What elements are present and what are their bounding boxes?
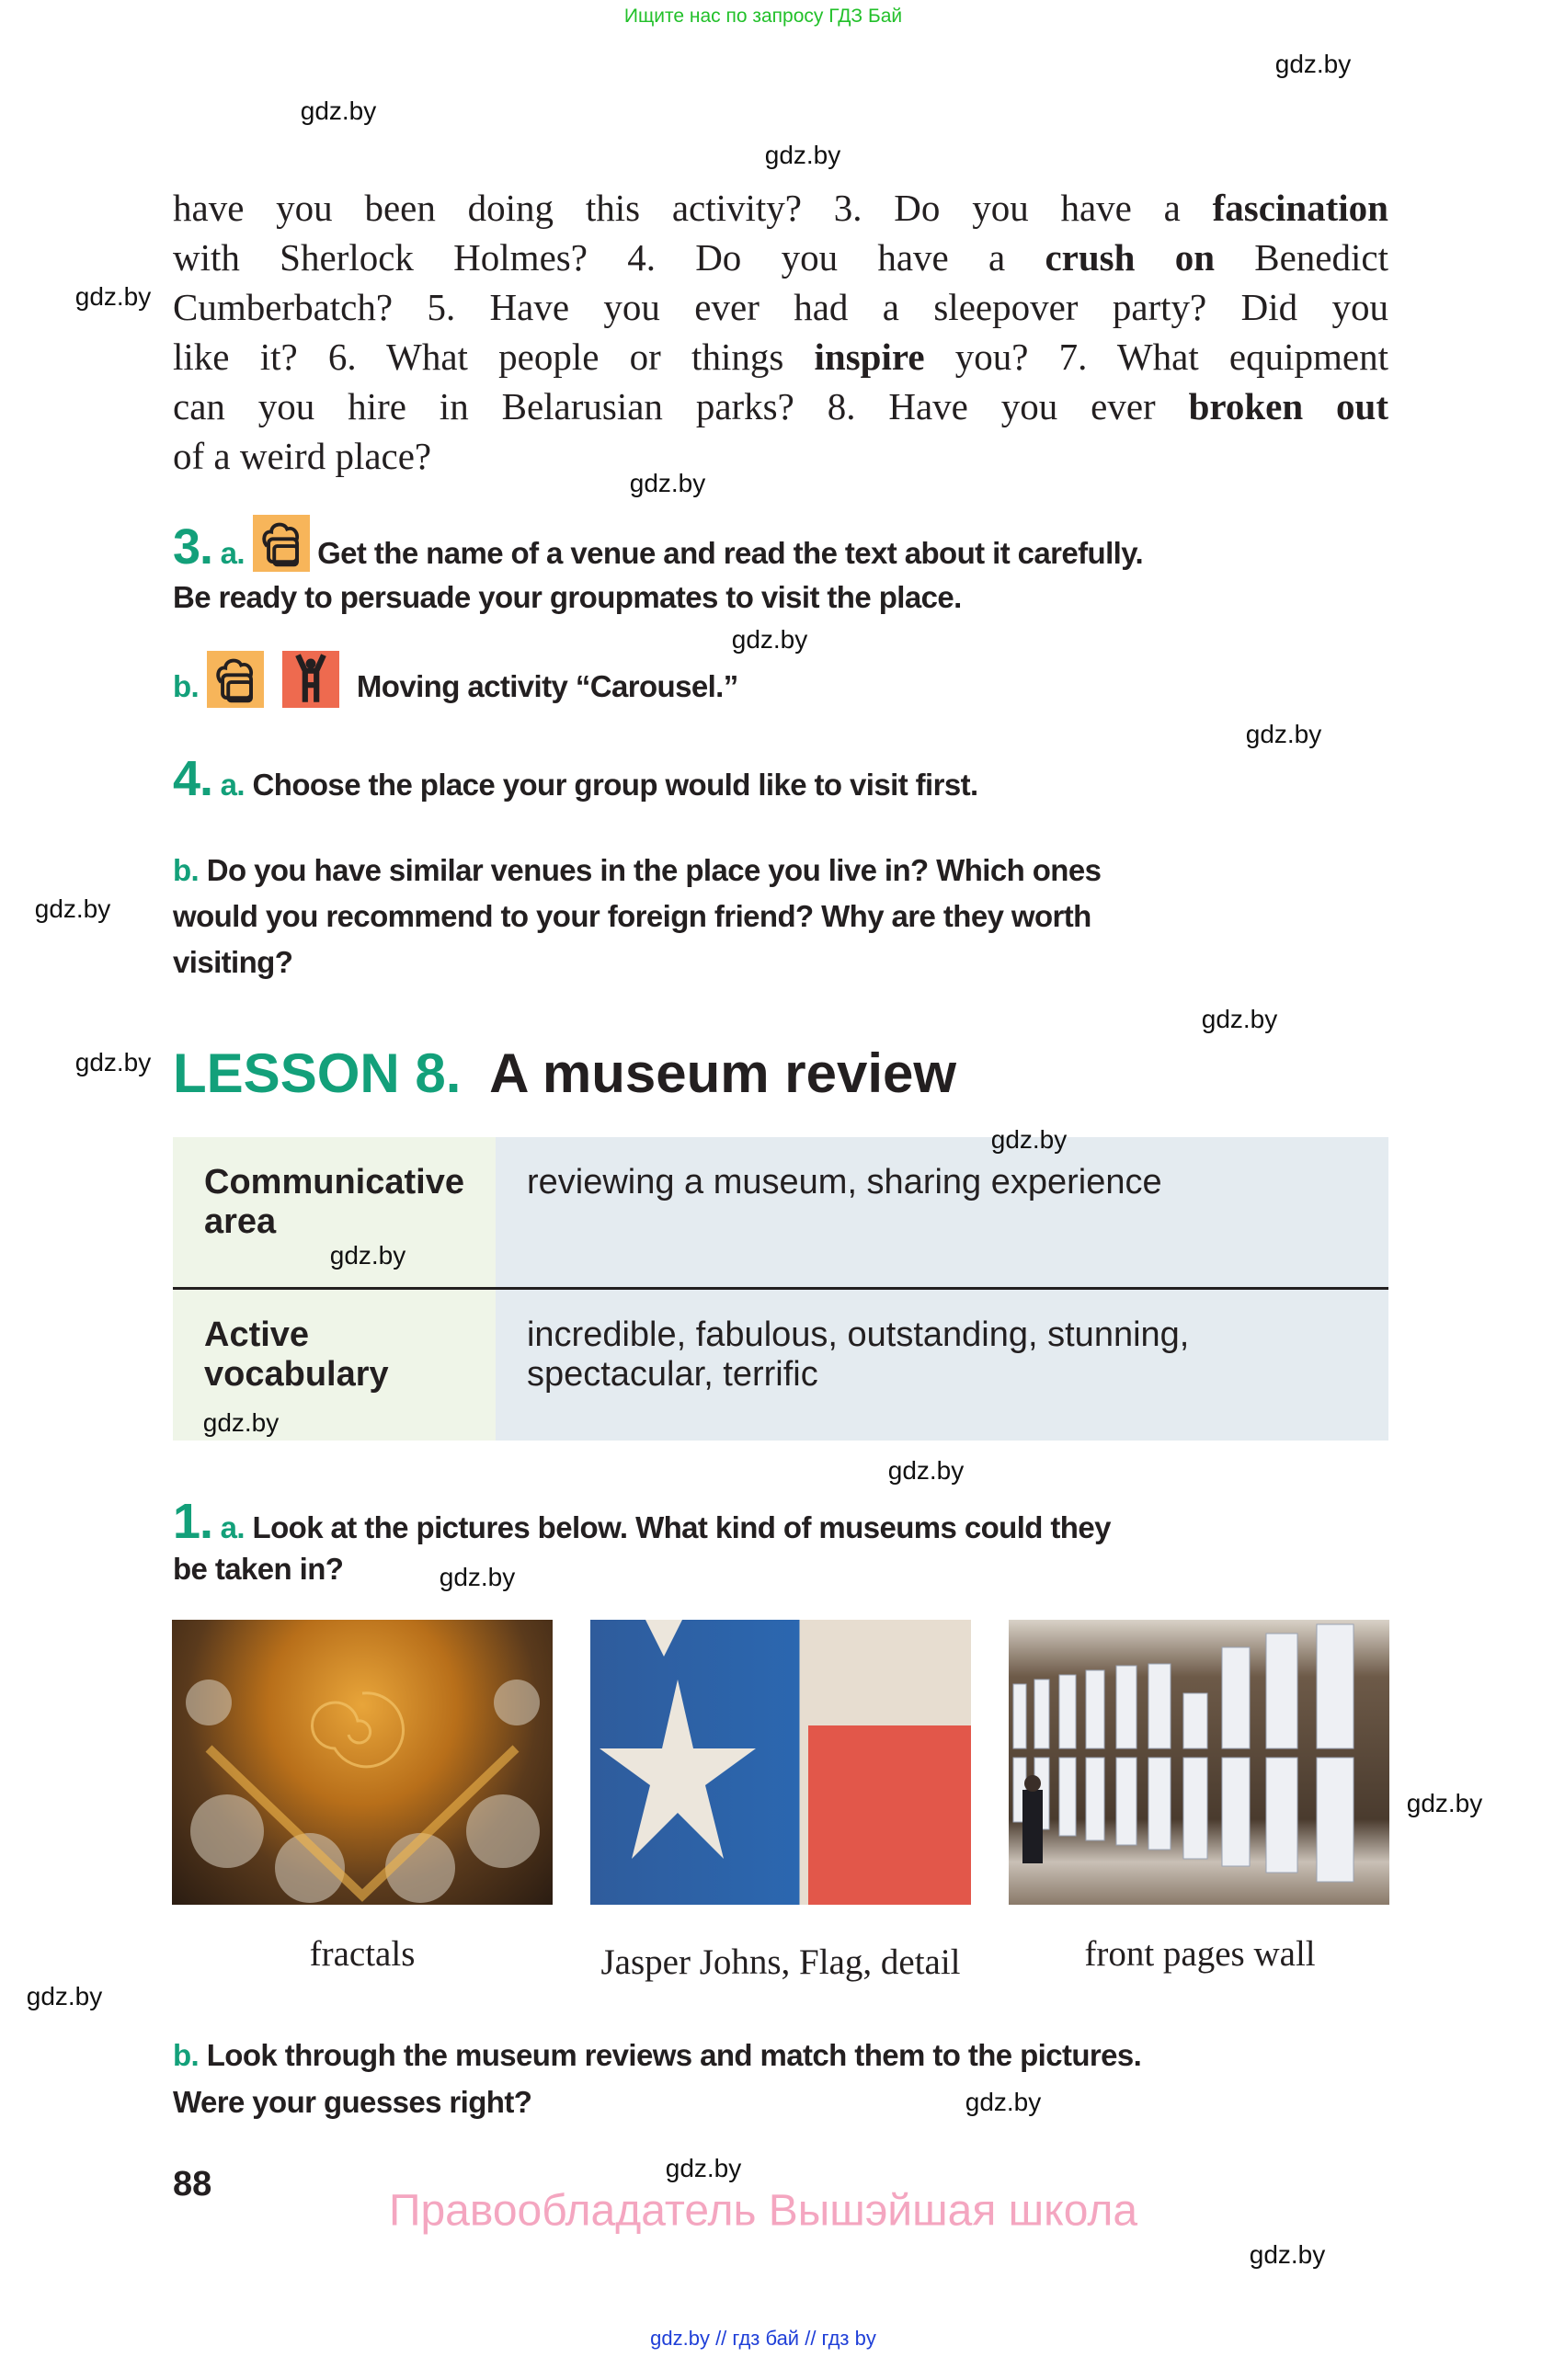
picture-caption: fractals [309,1934,416,1974]
task-4b-line2: would you recommend to your foreign friend? Why are they worth [173,899,1091,933]
watermark: gdz.by [731,625,808,654]
table-row [173,1289,1388,1441]
watermark: gdz.by [202,1408,280,1437]
watermark: gdz.by [26,1982,103,2010]
page-number: 88 [173,2165,212,2203]
task-text: Look at the pictures below. What kind of museums could they [252,1510,1111,1544]
objective-value: incredible, fabulous, outstanding, stunning, spectacular, terrific [496,1289,1388,1441]
fractals-picture [172,1620,553,1905]
task-number: 4. [173,751,213,806]
paragraph-text: Sherlock Holmes? 4. Do you have a [239,236,1045,279]
watermark: gdz.by [629,469,706,497]
watermark: gdz.by [1274,50,1352,78]
task-number: 3. [173,519,213,575]
paragraph-line [173,332,1388,381]
objective-key: Communicative area [173,1137,496,1289]
picture-caption: Jasper Johns, Flag, detail [600,1942,961,1982]
watermark: gdz.by [1406,1789,1483,1817]
vocabulary-word: crush on [1045,236,1215,279]
paragraph-text: have you been doing this activity? 3. Do you have a [173,187,1213,229]
watermark: gdz.by [1245,720,1322,748]
paragraph-text: can you hire in Belarusian parks? 8. Have you ever [173,385,1189,427]
task-1a-line2: be taken in? [173,1552,344,1586]
lesson-objectives-table [173,1137,1388,1441]
moving-activity-icon [282,651,339,708]
paragraph-line [173,233,1388,282]
vocabulary-word: broken out [1188,385,1388,427]
task-4a [173,751,978,808]
watermark: gdz.by [329,1241,406,1270]
task-4b [173,848,1101,894]
watermark: gdz.by [34,894,111,923]
lesson-title: A museum review [489,1042,957,1104]
flag-painting-picture [590,1620,971,1905]
paragraph-line [173,381,1388,431]
watermark: gdz.by [887,1456,965,1485]
watermark: gdz.by [300,97,377,125]
group-work-icon [253,515,310,572]
paragraph-line [173,282,1388,332]
task-1b [173,2033,1141,2078]
paragraph-text: Benedict [1215,236,1388,279]
task-text: Do you have similar venues in the place you live in? Which ones [206,853,1102,887]
task-sub-label: b. [173,853,200,887]
watermark: gdz.by [990,1125,1068,1154]
footer-links[interactable]: gdz.by // гдз бай // гдз by [650,2327,876,2350]
task-1b-line2: Were your guesses right? [173,2085,532,2119]
lesson-number: LESSON 8. [173,1042,462,1104]
group-work-icon [207,651,264,708]
paragraph-line [173,431,1388,481]
vocabulary-word: inspire [814,336,925,378]
watermark: gdz.by [1201,1005,1278,1033]
task-text: Look through the museum reviews and match them to the pictures. [206,2038,1142,2072]
watermark: gdz.by [1249,2240,1326,2269]
watermark: gdz.by [74,282,152,311]
search-hint: Ищите нас по запросу ГДЗ Бай [623,6,903,27]
paragraph-text: with [173,236,240,279]
rights-holder-note: Правообладатель Вышэйшая школа [388,2186,1138,2236]
task-text: Moving activity “Carousel.” [356,669,738,703]
vocabulary-word: fascination [1212,187,1388,229]
paragraph-text: you? 7. What equipment [924,336,1389,378]
task-sub-label: b. [173,2038,200,2072]
objective-value: reviewing a museum, sharing experience [496,1137,1388,1289]
task-sub-label: a. [220,1510,245,1544]
watermark: gdz.by [74,1048,152,1076]
paragraph-text: like it? 6. What people or things [173,336,815,378]
watermark: gdz.by [439,1563,516,1591]
front-pages-wall-picture [1009,1620,1389,1905]
task-3b [173,664,738,710]
task-sub-label: a. [220,536,245,570]
task-sub-label: b. [173,669,200,703]
task-text: Get the name of a venue and read the text about it carefully. [317,536,1144,570]
task-text: Choose the place your group would like to visit first. [252,768,978,802]
task-sub-label: a. [220,768,245,802]
task-4b-line3: visiting? [173,945,293,979]
paragraph-line [173,183,1388,233]
paragraph-text: Cumberbatch? 5. Have you ever had a sleepover party? Did you [173,286,1388,328]
task-number: 1. [173,1494,213,1549]
watermark: gdz.by [665,2154,742,2182]
task-3a [173,519,1144,576]
picture-caption: front pages wall [1084,1934,1316,1974]
objective-key: Active vocabulary [173,1289,496,1441]
watermark: gdz.by [965,2088,1042,2116]
watermark: gdz.by [764,141,841,169]
lesson-heading [173,1039,956,1109]
task-3a-line2: Be ready to persuade your groupmates to visit the place. [173,580,962,614]
task-1a [173,1494,1111,1551]
paragraph-text: of a weird place? [173,435,432,477]
